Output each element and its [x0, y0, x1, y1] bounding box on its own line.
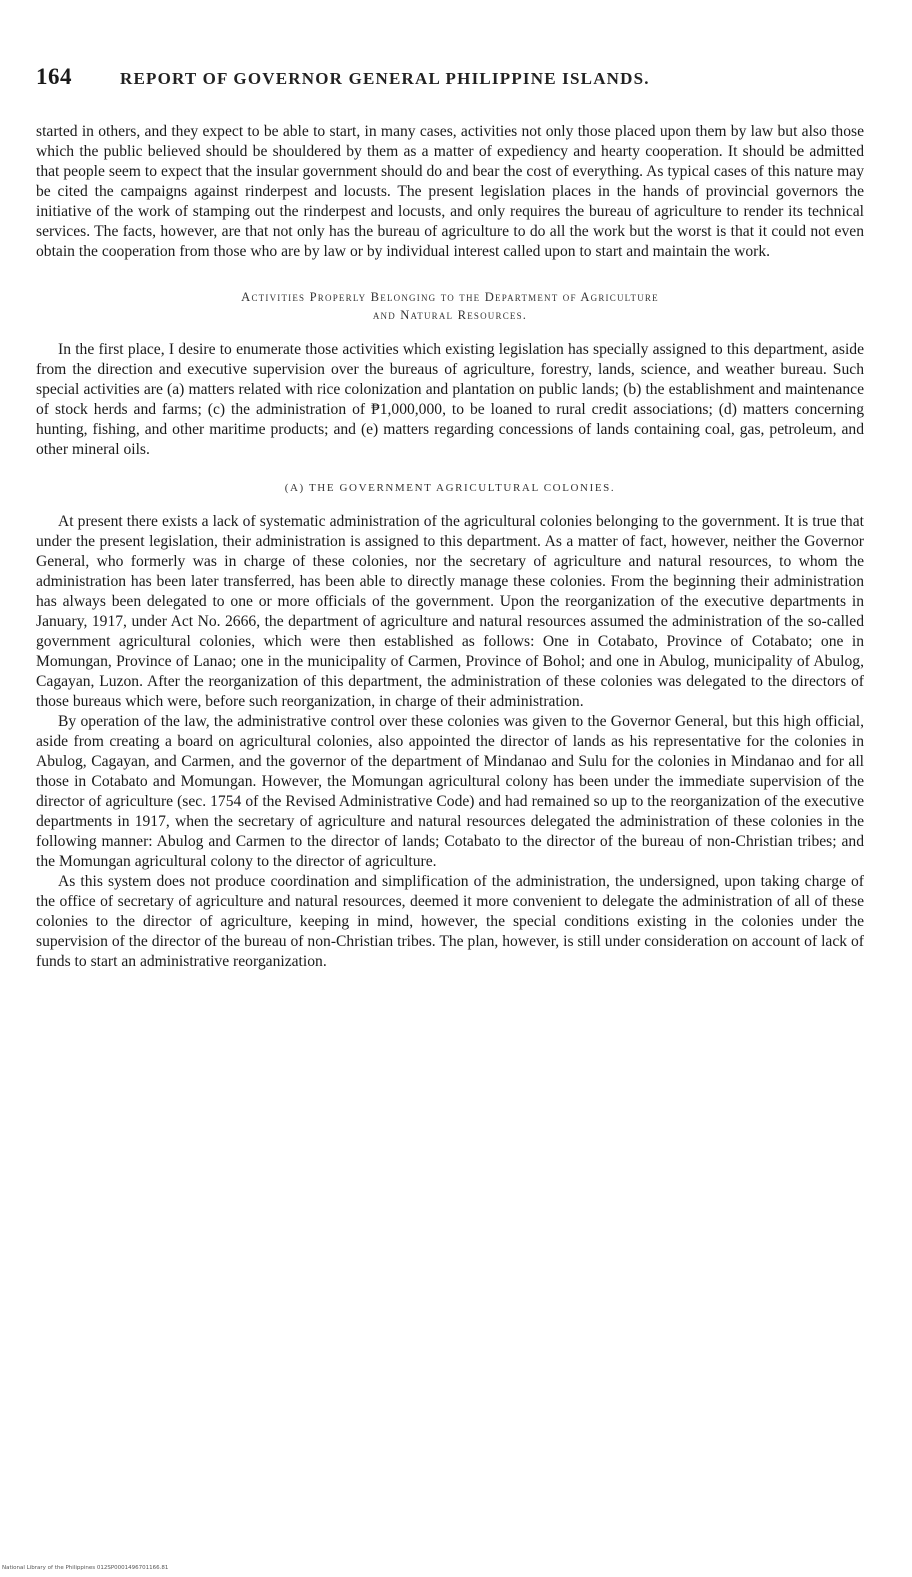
section-heading — [76, 288, 824, 324]
section-heading-line-2: and Natural Resources. — [372, 308, 528, 322]
page-number: 164 — [36, 64, 72, 89]
paragraph-5: As this system does not produce coordination and simplification of the administration, the undersigned, upon taking charge of the office of secretary of agriculture and natural resources, deemed it more convenient to delegate the administration of all of these colonies to the director of agriculture, keeping in mind, however, the special conditions existing in the colonies under the supervision of the director of the bureau of non-Christian tribes. The plan, however, is still under consideration on account of lack of funds to start an administrative reorganization. — [36, 873, 864, 970]
library-credit: National Library of the Philippines 012SP0001496701166.81 — [2, 1565, 169, 1571]
paragraph-2: In the first place, I desire to enumerate those activities which existing legislation has specially assigned to this department, aside from the direction and executive supervision over the bureaus of agriculture, forestry, lands, science, and weather bureau. Such special activities are (a) matters related with rice colonization and plantation on public lands; (b) the establishment and maintenance of stock herds and farms; (c) the administration of ₱1,000,000, to be loaned to rural credit associations; (d) matters concerning hunting, fishing, and other maritime products; and (e) matters regarding concessions of lands containing coal, gas, petroleum, and other mineral oils. — [36, 341, 864, 458]
running-head — [36, 64, 864, 90]
paragraph-4: By operation of the law, the administrative control over these colonies was given to the Governor General, but this high official, aside from creating a board on agricultural colonies, also appointed the director of lands as his representative for the colonies in Abulog, Cagayan, and Carmen, and the governor of the department of Mindanao and Sulu for the colonies in Mindanao and for all those in Cotabato and Momungan. However, the Momungan agricultural colony has been under the immediate supervision of the director of agriculture (sec. 1754 of the Revised Administrative Code) and had remained so up to the reorganization of the executive departments in 1917, when the secretary of agriculture and natural resources delegated the administration of these colonies in the following manner: Abulog and Carmen to the director of lands; Cotabato to the director of the bureau of non-Christian tribes; and the Momungan agricultural colony to the director of agriculture. — [36, 713, 864, 870]
document-page — [36, 64, 864, 972]
subsection-heading: (A) THE GOVERNMENT AGRICULTURAL COLONIES. — [284, 482, 616, 494]
running-title: REPORT OF GOVERNOR GENERAL PHILIPPINE ISLANDS. — [120, 69, 650, 88]
paragraph-3: At present there exists a lack of systematic administration of the agricultural colonies belonging to the government. It is true that under the present legislation, their administration is assigned to this department. As a matter of fact, however, neither the Governor General, who formerly was in charge of these colonies, nor the secretary of agriculture and natural resources, to whom the administration has been later transferred, has been able to directly manage these colonies. From the beginning their administration has always been delegated to one or more officials of the government. Upon the reorganization of the executive departments in January, 1917, under Act No. 2666, the department of agriculture and natural resources assumed the administration of the so-called government agricultural colonies, which were then established as follows: One in Cotabato, Province of Cotabato; one in Momungan, Province of Lanao; one in the municipality of Carmen, Province of Bohol; and one in Abulog, municipality of Abulog, Cagayan, Luzon. After the reorganization of this department, the administration of these colonies was delegated to the directors of those bureaus which were, before such reorganization, in charge of their administration. — [36, 513, 864, 710]
section-heading-line-1: Activities Properly Belonging to the Department of Agriculture — [241, 290, 659, 304]
paragraph-1: started in others, and they expect to be able to start, in many cases, activities not only those placed upon them by law but also those which the public believed should be shouldered by them as a matter of expediency and hearty cooperation. It should be admitted that people seem to expect that the insular government should do and bear the cost of everything. As typical cases of this nature may be cited the campaigns against rinderpest and locusts. The present legislation places in the hands of provincial governors the initiative of the work of stamping out the rinderpest and locusts, and only requires the bureau of agriculture to render its technical services. The facts, however, are that not only has the bureau of agriculture to do all the work but the worst is that it could not even obtain the cooperation from those who are by law or by individual interest called upon to start and maintain the work. — [36, 123, 864, 260]
